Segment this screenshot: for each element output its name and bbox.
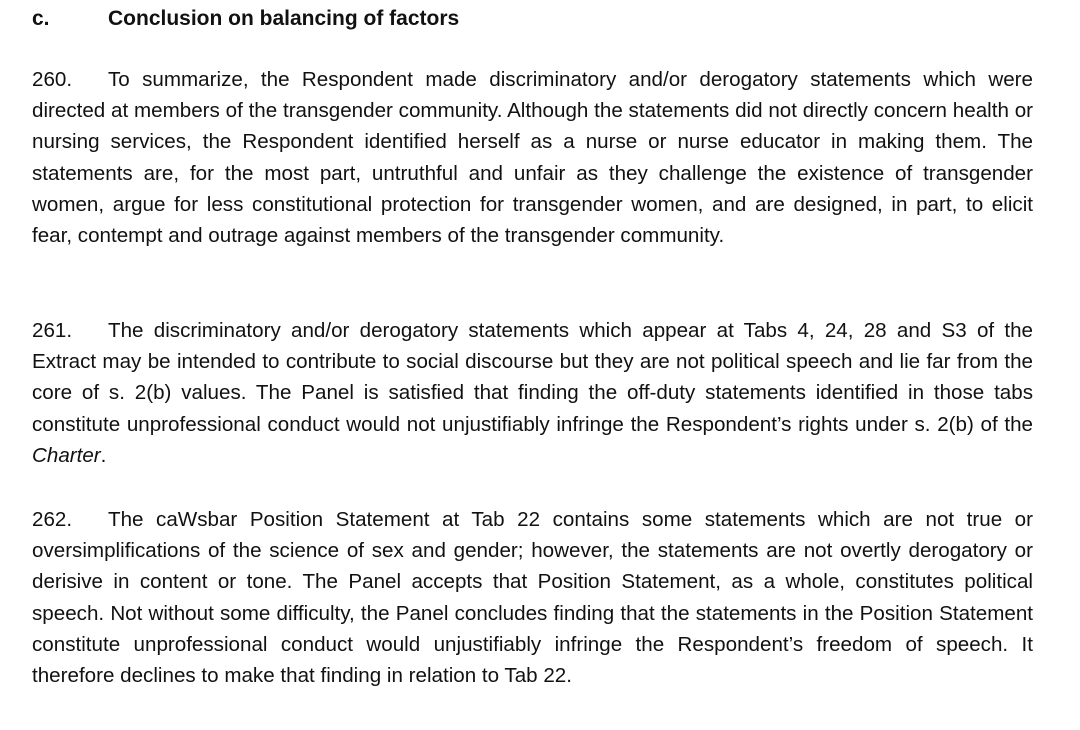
paragraph-number: 262. <box>32 508 73 531</box>
section-heading <box>32 4 459 34</box>
charter-italic: Charter <box>32 443 101 467</box>
paragraph-number: 261. <box>32 319 73 342</box>
paragraph-text: To summarize, the Respondent made discriminatory and/or derogatory statements which were directed at members of the transgender community. Although the statements did not directly concern health or nursing services, the Respondent identified herself as a nurse or nurse educator in making them. The statements are, for the most part, untruthful and unfair as they challenge the existence of transgender women, argue for less constitutional protection for transgender women, and are designed, in part, to elicit fear, contempt and outrage against members of the transgender community. <box>32 68 1033 248</box>
paragraph-261 <box>32 315 1033 471</box>
section-title: Conclusion on balancing of factors <box>108 7 460 30</box>
paragraph-number: 260. <box>32 68 73 91</box>
paragraph-text: The discriminatory and/or derogatory statements which appear at Tabs 4, 24, 28 and S3 of the Extract may be intended to contribute to social discourse but they are not political speech and lie far from the core of s. 2(b) values. The Panel is satisfied that finding the off-duty statements identified in those tabs constitute unprofessional conduct would not unjustifiably infringe the Respondent’s rights under s. 2(b) of the <box>32 319 1033 436</box>
paragraph-end: . <box>100 443 107 467</box>
paragraph-text: The caWsbar Position Statement at Tab 22 contains some statements which are not true or oversimplifications of the science of sex and gender; however, the statements are not overtly derogatory or derisive in content or tone. The Panel accepts that Position Statement, as a whole, constitutes political speech. Not without some difficulty, the Panel concludes finding that the statements in the Position Statement constitute unprofessional conduct would unjustifiably infringe the Respondent’s freedom of speech. It therefore declines to make that finding in relation to Tab 22. <box>32 508 1033 688</box>
paragraph-262 <box>32 504 1033 691</box>
section-letter: c. <box>32 7 50 30</box>
paragraph-260 <box>32 64 1033 251</box>
